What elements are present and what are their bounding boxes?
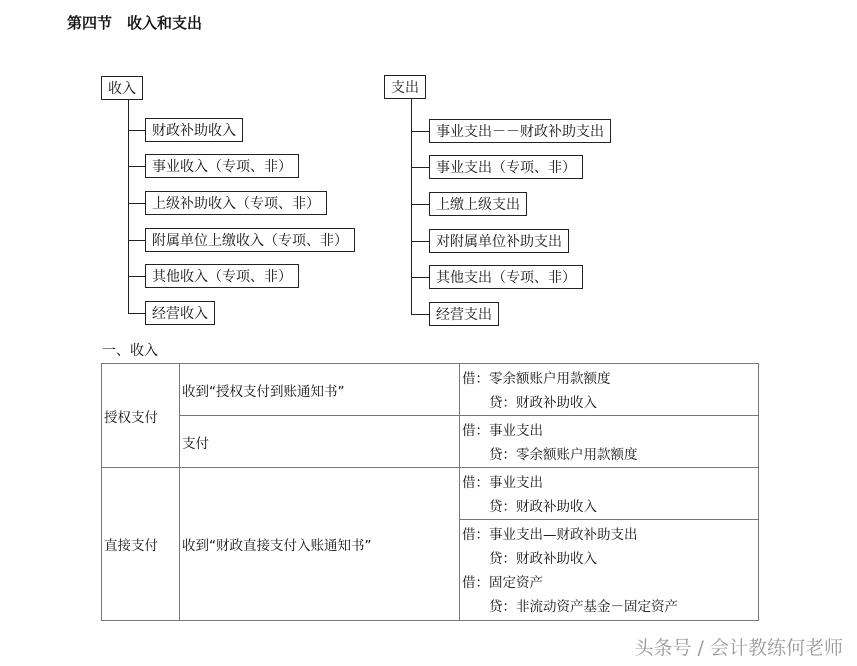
- method-cell: 直接支付: [102, 468, 180, 621]
- expense-item: 上缴上级支出: [429, 192, 527, 216]
- debit-line: 借：零余额账户用款额度: [462, 371, 611, 387]
- debit-line: 借：事业支出: [462, 423, 543, 439]
- expense-item: 事业支出（专项、非）: [429, 155, 583, 179]
- journal-entry: [460, 468, 758, 519]
- table-row: [102, 416, 759, 468]
- expense-item: 事业支出－－财政补助支出: [429, 119, 611, 143]
- expense-root: 支出: [384, 75, 426, 99]
- income-branch: [128, 166, 145, 167]
- credit-line: 贷：财政补助收入: [489, 499, 597, 515]
- credit-line: 贷：零余额账户用款额度: [489, 447, 638, 463]
- debit-line: 借：固定资产: [462, 575, 543, 591]
- expense-branch: [411, 167, 429, 168]
- income-item: 财政补助收入: [145, 118, 243, 142]
- entry-cell: [460, 416, 759, 468]
- credit-line: 贷：财政补助收入: [489, 395, 597, 411]
- journal-entry: [460, 364, 758, 415]
- section-heading: 一、收入: [102, 343, 158, 359]
- income-branch: [128, 240, 145, 241]
- credit-line: 贷：非流动资产基金－固定资产: [489, 599, 678, 615]
- expense-item: 其他支出（专项、非）: [429, 265, 583, 289]
- page-title: 第四节 收入和支出: [67, 14, 203, 32]
- expense-branch: [411, 277, 429, 278]
- income-branch: [128, 203, 145, 204]
- expense-branch: [411, 131, 429, 132]
- income-branch: [128, 130, 145, 131]
- income-branch: [128, 276, 145, 277]
- income-item: 其他收入（专项、非）: [145, 264, 299, 288]
- journal-entry: [460, 416, 758, 467]
- table-row: [102, 468, 759, 621]
- expense-branch: [411, 314, 429, 315]
- method-cell: 授权支付: [102, 364, 180, 468]
- expense-branch: [411, 204, 429, 205]
- income-item: 附属单位上缴收入（专项、非）: [145, 228, 355, 252]
- table-row: [102, 364, 759, 416]
- entry-cell: [460, 468, 759, 621]
- expense-branch: [411, 241, 429, 242]
- entry-cell: [460, 364, 759, 416]
- journal-entry: [460, 519, 758, 619]
- income-tree-trunk: [128, 100, 129, 313]
- income-item: 上级补助收入（专项、非）: [145, 191, 327, 215]
- event-cell: 收到“授权支付到账通知书”: [180, 364, 460, 416]
- expense-item: 经营支出: [429, 302, 499, 326]
- watermark: 头条号 / 会计教练何老师: [634, 637, 843, 659]
- expense-item: 对附属单位补助支出: [429, 229, 569, 253]
- income-item: 事业收入（专项、非）: [145, 154, 299, 178]
- event-cell: 收到“财政直接支付入账通知书”: [180, 468, 460, 621]
- income-root: 收入: [101, 76, 143, 100]
- credit-line: 贷：财政补助收入: [489, 551, 597, 567]
- debit-line: 借：事业支出—财政补助支出: [462, 527, 638, 543]
- income-branch: [128, 313, 145, 314]
- journal-entry-table: [101, 363, 759, 621]
- debit-line: 借：事业支出: [462, 475, 543, 491]
- income-item: 经营收入: [145, 301, 215, 325]
- event-cell: 支付: [180, 416, 460, 468]
